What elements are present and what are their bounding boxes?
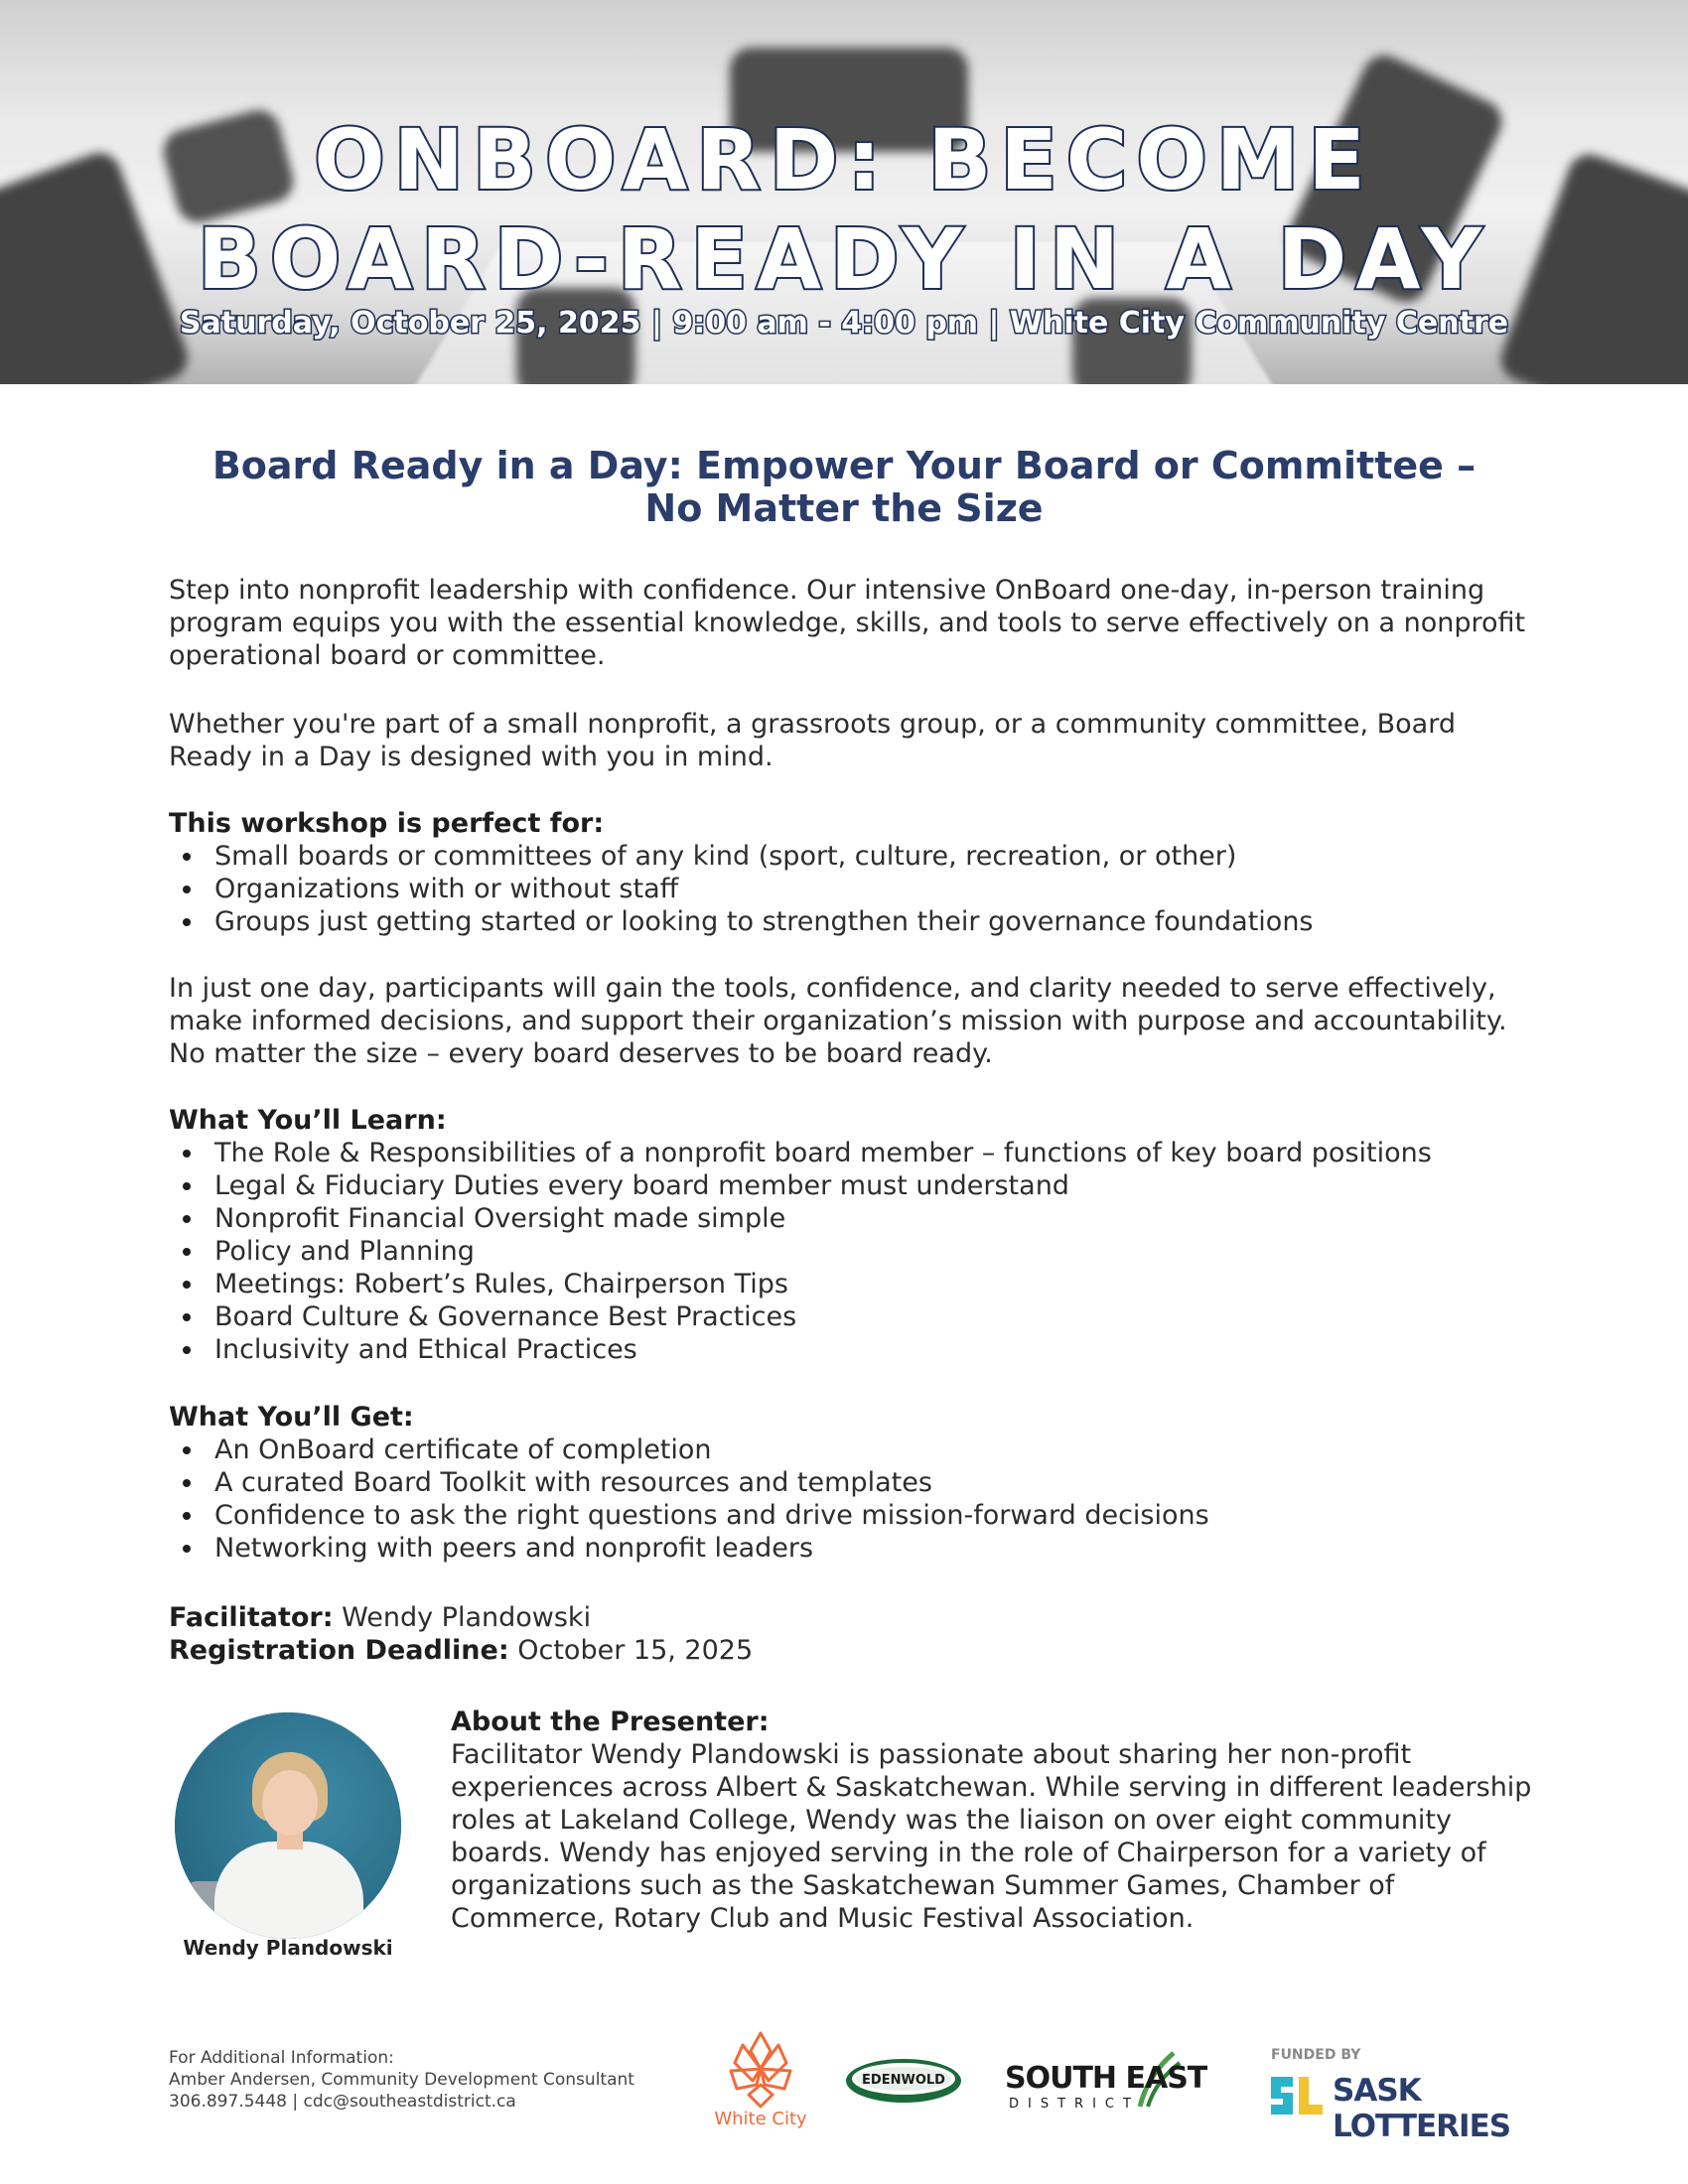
list-item: Meetings: Robert’s Rules, Chairperson Tips xyxy=(169,1268,1539,1300)
lotus-icon xyxy=(721,2029,800,2111)
intro-paragraph: Step into nonprofit leadership with confidence. Our intensive OnBoard one-day, in-person training program equips you with the essential knowledge, skills, and tools to serve effectively on a nonprofit operational board or committee. xyxy=(169,575,1526,671)
headline-line2: No Matter the Size xyxy=(644,486,1044,530)
list-item: Board Culture & Governance Best Practices xyxy=(169,1300,1539,1333)
learn-heading: What You’ll Learn: xyxy=(169,1105,447,1136)
perfect-for-list xyxy=(169,840,1539,938)
southeast-district-text: DISTRICT xyxy=(1009,2097,1140,2112)
edenwold-text: EDENWOLD xyxy=(862,2073,945,2088)
about-text: Facilitator Wendy Plandowski is passionate about sharing her non-profit experiences across Albert & Saskatchewan. While serving in different leadership roles at Lakeland College, Wendy was the liaison on over eight community boards. Wendy has enjoyed serving in the role of Chairperson for a variety of organizations such as the Saskatchewan Summer Games, Chamber of Commerce, Rotary Club and Music Festival Association. xyxy=(451,1739,1532,1934)
funded-by-label: FUNDED BY xyxy=(1271,2047,1361,2063)
contact-phone-email: 306.897.5448 | cdc@southeastdistrict.ca xyxy=(169,2092,516,2112)
get-list xyxy=(169,1433,1539,1565)
list-item: Networking with peers and nonprofit leaders xyxy=(169,1532,1539,1565)
banner-title-line2: BOARD-READY IN A DAY xyxy=(197,210,1491,308)
sask-lotteries-text: SASK LOTTERIES xyxy=(1333,2073,1511,2144)
presenter-photo xyxy=(175,1712,401,1939)
facilitator-label: Facilitator: xyxy=(169,1602,334,1633)
white-city-label: White City xyxy=(714,2109,807,2129)
deadline-value: October 15, 2025 xyxy=(517,1635,754,1666)
list-item: Small boards or committees of any kind (sport, culture, recreation, or other) xyxy=(169,840,1539,873)
event-details xyxy=(169,1601,753,1667)
presenter-caption: Wendy Plandowski xyxy=(183,1936,393,1960)
get-section xyxy=(169,1401,1539,1565)
about-presenter xyxy=(451,1706,1533,1935)
list-item: Groups just getting started or looking to strengthen their governance foundations xyxy=(169,905,1539,938)
list-item: Legal & Fiduciary Duties every board member must understand xyxy=(169,1169,1539,1202)
contact-name: Amber Andersen, Community Development Consultant xyxy=(169,2070,634,2090)
list-item: Organizations with or without staff xyxy=(169,873,1539,905)
audience-paragraph: Whether you're part of a small nonprofit, a grassroots group, or a community committee, Board Ready in a Day is designed with you in mind. xyxy=(169,709,1456,772)
facilitator-value: Wendy Plandowski xyxy=(342,1602,592,1633)
about-heading: About the Presenter: xyxy=(451,1706,770,1737)
list-item: Confidence to ask the right questions and drive mission-forward decisions xyxy=(169,1499,1539,1532)
banner-event-details: Saturday, October 25, 2025 | 9:00 am - 4:00 pm | White City Community Centre xyxy=(179,306,1509,341)
perfect-for-heading: This workshop is perfect for: xyxy=(169,808,605,839)
southeast-text: SOUTH EAST xyxy=(1005,2061,1207,2096)
deadline-label: Registration Deadline: xyxy=(169,1635,509,1666)
page-headline xyxy=(149,445,1539,530)
facilitator-line xyxy=(169,1601,753,1634)
learn-list xyxy=(169,1137,1539,1366)
perfect-for-section xyxy=(169,807,1539,938)
sask-lotteries-emblem-icon xyxy=(1267,2071,1327,2120)
header-banner xyxy=(0,0,1688,384)
contact-heading: For Additional Information: xyxy=(169,2048,394,2068)
outcome-paragraph: In just one day, participants will gain the tools, confidence, and clarity needed to serve effectively, make informed decisions, and support their organization’s mission with purpose and accountability. No matter the size – every board deserves to be board ready. xyxy=(169,973,1507,1069)
list-item: Nonprofit Financial Oversight made simple xyxy=(169,1202,1539,1235)
white-city-logo xyxy=(701,2029,820,2138)
banner-title-line1: ONBOARD: BECOME xyxy=(314,111,1374,208)
learn-section xyxy=(169,1104,1539,1366)
edenwold-logo xyxy=(842,2053,965,2109)
list-item: An OnBoard certificate of completion xyxy=(169,1433,1539,1466)
get-heading: What You’ll Get: xyxy=(169,1402,414,1433)
contact-info xyxy=(169,2047,634,2113)
deadline-line xyxy=(169,1634,753,1667)
southeast-district-logo xyxy=(1005,2055,1233,2115)
headline-line1: Board Ready in a Day: Empower Your Board or Committee – xyxy=(211,444,1477,487)
list-item: Inclusivity and Ethical Practices xyxy=(169,1333,1539,1366)
list-item: Policy and Planning xyxy=(169,1235,1539,1268)
sask-lotteries-logo xyxy=(1267,2047,1525,2144)
list-item: A curated Board Toolkit with resources and templates xyxy=(169,1466,1539,1499)
edenwold-emblem-icon xyxy=(842,2053,965,2109)
list-item: The Role & Responsibilities of a nonprofit board member – functions of key board positions xyxy=(169,1137,1539,1169)
